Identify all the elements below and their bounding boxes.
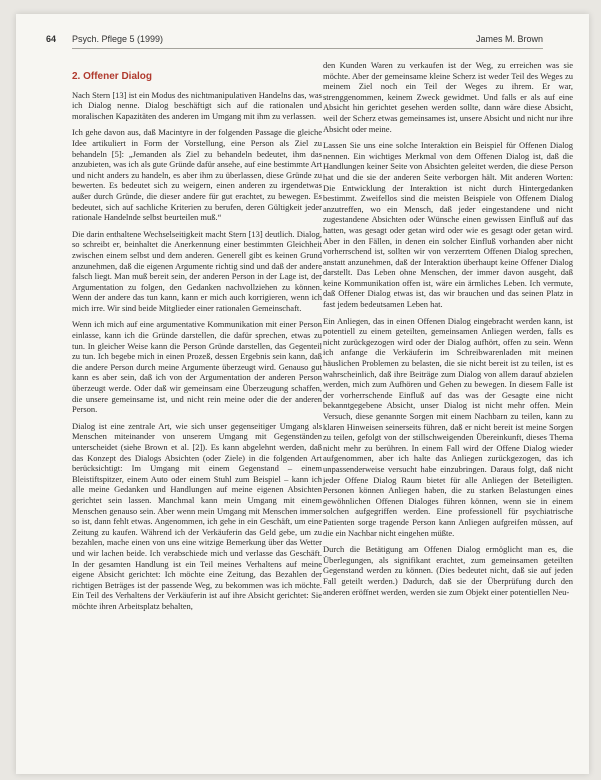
- paragraph: Dialog ist eine zentrale Art, wie sich unser gegenseitiger Umgang als Menschen miteinander von unserem Umgang mit Gegenständen unterscheidet (siehe Brown et al. [2]). Es kann abgelehnt werden, daß das Konzept des Dialogs Absichten (oder Ziele) in die folgenden Art berücksichtigt: Im Umgang mit einem Gegenstand – einem Bleistiftspitzer, einem Auto oder einem Stuhl zum Beispiel – kann ich alle meine Gedanken und Handlungen auf meine eigenen Absichten gerichtet sein lassen. Manchmal kann mein Umgang mit einem Menschen genauso sein. Aber wenn mein Umgang mit Menschen immer so ist, dann fehlt etwas. Angenommen, ich gehe in ein Geschäft, um eine Zeitung zu kaufen. Während ich der Verkäuferin das Geld gebe, um zu bezahlen, mache einen von uns eine witzige Bemerkung über das Wetter und wir lachen beide. Ich verabschiede mich und verlasse das Geschäft. In der gesamten Handlung ist ein Teil meines Verhaltens auf meine eigene Absicht gerichtet: Ich möchte eine Zeitung, das Bezahlen der richtigen Beträges ist der passende Weg, zu bekommen was ich möchte. Ein Teil des Verhaltens der Verkäuferin ist auf ihre Absicht gerichtet: Sie möchte ihren Arbeitsplatz behalten,: [72, 420, 322, 611]
- paragraph: den Kunden Waren zu verkaufen ist der Weg, zu erreichen was sie möchte. Aber der gemeinsame kleine Scherz ist weder Teil des Weges zu meinem Ziel noch ein Teil der Weges zu ihrem. Er war, strenggenommen, keinem Zweck gewidmet. Und falls er als auf eine Absicht hin gerichtet gesehen werden sollte, dann wäre diese Absicht, weil der Scherz etwas gemeinsames ist, unsere Absicht und nicht nur ihre Absicht oder meine.: [323, 60, 573, 134]
- paragraph: Nach Stern [13] ist ein Modus des nichtmanipulativen Handelns das, was ich Dialog nenne. Dialog beschäftigt sich auf die rationalen und moralischen Kapazitäten des anderen im Umgang mit ihm zu verlassen.: [72, 89, 322, 121]
- left-column: [72, 72, 322, 618]
- paragraph: Die darin enthaltene Wechselseitigkeit macht Stern [13] deutlich. Dialog, so schreibt er, beinhaltet die Anerkennung einer bestimmten Gleichheit zwischen einem selbst und dem anderen. Generell gibt es keinen Grund anzunehmen, daß die eigenen Argumente richtig sind und daß der andere falsch liegt. Man muß bereit sein, der anderen Person in der Lage ist, der Argumentation zu folgen, den Gedanken nachvollziehen zu können. Wenn der andere das tun kann, kann er mich auch korrigieren, wenn ich mich irre. Wir sind beide Mitglieder einer rationalen Gemeinschaft.: [72, 228, 322, 313]
- page-number: 64: [46, 34, 57, 44]
- paragraph: Ein Anliegen, das in einen Offenen Dialog eingebracht werden kann, ist potentiell zu einem geteilten, gemeinsamen Anliegen werden, falls es nicht zurückgezogen wird oder der Dialog aufhört, offen zu sein. Wenn ich anfange die Verkäuferin im Schreibwarenladen mit meinen häuslichen Problemen zu belasten, die sie nicht bereit ist zu teilen, ist es wahrscheinlich, daß ihre Beiträge zum Dialog von allem darauf abzielen werden, mich zum Aufhören und Gehen zu bewegen. In diesem Falle ist der vorherrschende Einfluß auf das was der Gesagte eine nicht bekanntgegebene Absicht, unser Dialog ist nicht mehr offen. Mein Versuch, diese genannte Sorgen mit einem Nachbarn zu teilen, kann zu klaren Hinweisen seinerseits führen, daß er nicht bereit ist meine Sorgen zu teilen, gefolgt von der stillschweigenden Übereinkunft, dieses Thema nicht mehr zu berühren. In einem Fall wird der Offene Dialog wieder aufgenommen, aber ich halte das Anliegen zurückgezogen, das ich unpassenderweise versucht habe einzubringen. Daraus folgt, daß nicht jeder Offene Dialog Raum bietet für alle Anliegen der Beteiligten. Personen können Anliegen haben, die zu starken Belastungen eines gewöhnlichen Offenen Dialoges führen können, wenn sie in einem solchen aufgegriffen werden. Eine professionell für psychiatrische Patienten sorge tragende Person kann Anliegen aufgreifen müssen, auf die ein Nachbar nicht eingehen müßte.: [323, 315, 573, 538]
- section-title: 2. Offener Dialog: [72, 71, 153, 82]
- paragraph: Wenn ich mich auf eine argumentative Kommunikation mit einer Person einlasse, kann ich die Gründe darstellen, die dafür sprechen, etwas zu tun. In gleicher Weise kann die Person Gründe darstellen, das Gegenteil zu tun. Ich begebe mich in einen Prozeß, dessen Ergebnis sein kann, daß die andere Person durch meine Argumente überzeugt wird. Genauso gut kann es aber sein, daß ich von der Argumentation der anderen Person überzeugt werde. Oder daß wir gemeinsam eine Überzeugung schaffen, die unsere gemeinsame ist, und nicht rein meine oder die der anderen Person.: [72, 319, 322, 415]
- paragraph: Lassen Sie uns eine solche Interaktion ein Beispiel für Offenen Dialog nennen. Ein wichtiges Merkmal von dem Offenen Dialog ist, daß die Handlungen keiner Seite von Absichten geleitet werden, die diese Person hat und die sie der anderen Seite verborgen hält. Mit anderen Worten: Die Entwicklung der Interaktion ist nicht durch Hintergedanken bestimmt. Zweifellos sind die meisten Beispiele von Offenem Dialog anzutreffen, wo ein Mensch, daß jeder eingestandene und nicht zugestandene Absichten oder Wünsche einen gewissen Einfluß auf das hatten, was gesagt oder getan wird oder wie es gesagt oder getan wird. Aber in den Fällen, in denen ein solcher Einfluß vorhanden aber nicht vorherrschend ist, sollten wir von verzerrtem Offenen Dialog sprechen, anstatt anzunehmen, daß der Interaktion überhaupt keine Offener Dialog darstellt. Das Leben ohne Menschen, der immer davon ausgeht, daß keine Kommunikation offen ist, wäre ein ärmliches Leben. Ich vermute, daß Offener Dialog etwas ist, das wir brauchen und das seinen Platz in fast jedem bedeutsamen Leben hat.: [323, 140, 573, 310]
- document-page: [16, 14, 589, 774]
- author-name: James M. Brown: [475, 34, 543, 44]
- paragraph: Ich gehe davon aus, daß Macintyre in der folgenden Passage die gleiche Idee artikuliert in Form der Vorstellung, eine Person als Ziel zu behandeln [5]: „Jemanden als Ziel zu behandeln bedeutet, ihm das anzubieten, was ich als gute Gründe dafür ansehe, auf eine bestimmte Art und nicht anders zu handeln, es aber ihm zu überlassen, diese Gründe zu bewerten. Es bedeutet sich zu weigern, einen anderen zu irgendetwas außer durch Gründe, die dieser andere für gut erachtet, zu bewegen. Es bedeutet, sich auf sachliche Kriterien zu berufen, deren Gültigkeit jeder rationale Handelnde selbst beurteilen muß.“: [72, 127, 322, 223]
- right-column: [323, 60, 573, 603]
- paragraph: Durch die Betätigung am Offenen Dialog ermöglicht man es, die Überlegungen, als signifikant erachtet, zum gemeinsamen geteilten Gegenstand werden zu können. (Dies bedeutet nicht, daß sie auf jeden Fall geteilt werden.) Dadurch, daß sie der Überprüfung durch den anderen eröffnet werden, werden sie zum Objekt einer potentiellen Neu-: [323, 544, 573, 597]
- journal-citation: Psych. Pflege 5 (1999): [72, 34, 164, 44]
- running-header: [46, 32, 543, 49]
